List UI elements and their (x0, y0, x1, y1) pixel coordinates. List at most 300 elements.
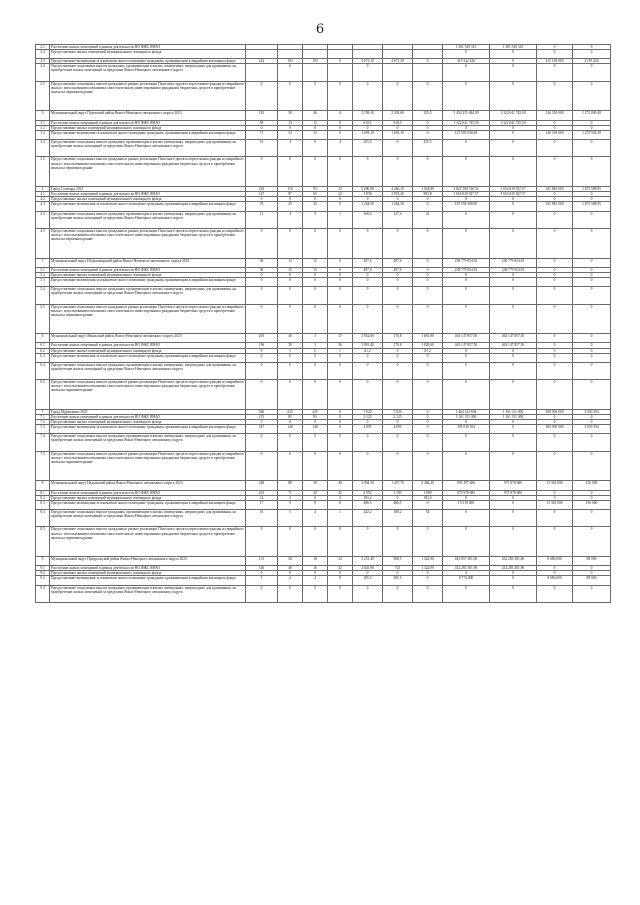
value-cell: 0 (383, 81, 413, 111)
value-cell: 88 000 (573, 576, 611, 585)
value-cell: 0 (246, 278, 278, 287)
value-cell: 255,5 (353, 140, 383, 157)
value-cell: 18 (303, 557, 328, 566)
value-cell: 1 322,90 (413, 566, 443, 571)
value-cell: 4 193 426 (573, 59, 611, 64)
value-cell: 0 (413, 59, 443, 64)
value-cell: 0 (537, 510, 573, 527)
value-cell: 0 (490, 59, 537, 64)
row-number-cell: 5.1 (36, 267, 50, 272)
value-cell: 0 (246, 353, 278, 362)
value-cell: 0 (537, 343, 573, 348)
value-cell: 0 (413, 425, 443, 434)
value-cell: 0 (490, 287, 537, 304)
value-cell: 15 (303, 258, 328, 267)
value-cell: 0 (303, 420, 328, 425)
value-cell: 0 (383, 125, 413, 130)
value-cell: 0 (413, 500, 443, 509)
value-cell: 0 (537, 125, 573, 130)
value-cell (246, 64, 278, 81)
value-cell: 0 (383, 420, 413, 425)
value-cell: 0 (328, 272, 353, 277)
row-number-cell: 4.3 (36, 202, 50, 211)
value-cell: 238 779 854,93 (443, 267, 490, 272)
value-cell: 0 (573, 125, 611, 130)
value-cell: 8 686 000 (537, 557, 573, 566)
value-cell: 17 (246, 500, 278, 509)
value-cell: 0 (328, 353, 353, 362)
value-cell: 1 (328, 510, 353, 527)
value-cell: 244 (246, 59, 278, 64)
value-cell: 0 (383, 434, 413, 451)
value-cell: 0 (278, 197, 303, 202)
row-description-cell: Предоставление возмещения за изымаемое жилое помещение гражданам, проживающим в аварийном жилищном фонде (50, 353, 246, 362)
row-description-cell: Город Салехард 2023 (50, 187, 246, 192)
value-cell: 0 (537, 120, 573, 125)
value-cell: 167 558 588,95 (443, 202, 490, 211)
value-cell: 1 457,70 (383, 481, 413, 490)
value-cell: 0 (383, 278, 413, 287)
value-cell: 93 (303, 187, 328, 192)
value-cell: 85 (278, 415, 303, 420)
value-cell: 1 161 311 300 (490, 409, 537, 414)
value-cell: 975 978 686 (490, 490, 537, 495)
value-cell: 0 (537, 348, 573, 353)
value-cell: 4 671,30 (353, 59, 383, 64)
value-cell: 347 (246, 425, 278, 434)
value-cell: 0 (383, 140, 413, 157)
value-cell: 0 (490, 197, 537, 202)
value-cell: 8 686 000 (537, 576, 573, 585)
value-cell: 0 (246, 585, 278, 602)
value-cell: 0 (537, 228, 573, 258)
value-cell: 183,4 (353, 495, 383, 500)
row-description-cell: Предоставление жилых помещений муниципального жилищного фонда (50, 495, 246, 500)
row-description-cell: Предоставление жилых помещений муниципального жилищного фонда (50, 348, 246, 353)
value-cell: 126 318 000 (537, 130, 573, 139)
value-cell: 1 820,60 (413, 343, 443, 348)
value-cell: 0 (328, 576, 353, 585)
row-description-cell: Предоставление социальных выплат гражданам, проживающим в жилых помещениях, непригодных для проживания, на приобретение жилых помещений за пределами Ямало-Ненецкого автономного округа (50, 211, 246, 228)
value-cell: 85 (303, 415, 328, 420)
value-cell: 145 (246, 111, 278, 120)
value-cell: 0 (328, 278, 353, 287)
value-cell: 0 (490, 353, 537, 362)
value-cell: 22 (328, 192, 353, 197)
value-cell: 0 (537, 278, 573, 287)
row-number-cell: 4 (36, 187, 50, 192)
value-cell: 0 (353, 451, 383, 481)
value-cell: 0 (573, 434, 611, 451)
value-cell: 9 (246, 348, 278, 353)
value-cell: 0 (278, 125, 303, 130)
row-number-cell: 3.5 (36, 157, 50, 187)
value-cell: 432 283 381,96 (443, 566, 490, 571)
table-row (36, 304, 611, 334)
value-cell: 0 (490, 495, 537, 500)
value-cell: 1 161 311 300 (490, 415, 537, 420)
value-cell: 0 (383, 353, 413, 362)
value-cell: 0 (443, 228, 490, 258)
value-cell: 0 (573, 451, 611, 481)
value-cell: 65 (303, 192, 328, 197)
value-cell: 0 (303, 228, 328, 258)
value-cell: 3 821 588 516,52 (443, 187, 490, 192)
value-cell: 1 681,80 (413, 334, 443, 343)
value-cell: 15 363 000 (537, 481, 573, 490)
value-cell: 0 (413, 362, 443, 379)
value-cell: 50 (278, 557, 303, 566)
value-cell: 0 (537, 64, 573, 81)
value-cell: 3 (303, 211, 328, 228)
value-cell: 0 (353, 420, 383, 425)
row-description-cell: Расселение жилых помещений в рамках деятельности НО ФЖС ЯНАО (50, 120, 246, 125)
row-number-cell: 9.1 (36, 566, 50, 571)
value-cell: 0 (303, 81, 328, 111)
row-number-cell: 5.3 (36, 278, 50, 287)
value-cell: 40 (278, 334, 303, 343)
row-number-cell: 7.3 (36, 425, 50, 434)
value-cell: 5 (278, 510, 303, 527)
value-cell: 303 030 394 (443, 425, 490, 434)
value-cell: 0 (573, 120, 611, 125)
value-cell: 1 693,10 (353, 130, 383, 139)
table-row (36, 140, 611, 157)
table-row (36, 111, 611, 120)
value-cell: 16 (303, 566, 328, 571)
value-cell: 0 (443, 451, 490, 481)
value-cell: 1 322 641 745,50 (443, 120, 490, 125)
row-description-cell: Предоставление социальных выплат гражданам в рамках реализации Пилотного проекта переселения граждан из аварийного жилья с использованием механизма самостоятельного инвестирования гражданами бюджетных средств в приобретение жилья на первичном рынке (50, 228, 246, 258)
value-cell: 0 (246, 272, 278, 277)
value-cell: 0 (353, 353, 383, 362)
row-description-cell: Предоставление социальных выплат гражданам в рамках реализации Пилотного проекта переселения граждан из аварийного жилья с использованием механизма самостоятельного инвестирования гражданами бюджетных средств в приобретение жилья на первичном рынке (50, 157, 246, 187)
value-cell: 0 (537, 362, 573, 379)
value-cell: 25 (278, 202, 303, 211)
value-cell: 0 (537, 585, 573, 602)
value-cell: 3 (303, 343, 328, 348)
value-cell: 15 363 000 (537, 500, 573, 509)
value-cell: 1 381 549 310 (443, 45, 490, 50)
table-row (36, 278, 611, 287)
value-cell: 0 (328, 527, 353, 557)
value-cell: 0 (443, 420, 490, 425)
row-number-cell: 4.1 (36, 192, 50, 197)
value-cell: 975 978 686 (490, 481, 537, 490)
table-row (36, 64, 611, 81)
value-cell: 25 (303, 202, 328, 211)
table-row (36, 557, 611, 566)
value-cell: 50 (278, 111, 303, 120)
value-cell: 0 (490, 362, 537, 379)
value-cell: 0 (537, 571, 573, 576)
value-cell: 0 (573, 362, 611, 379)
value-cell: 33 (303, 130, 328, 139)
row-number-cell: 4.2 (36, 197, 50, 202)
value-cell: 1 275 009,49 (573, 111, 611, 120)
value-cell: 127,4 (383, 211, 413, 228)
row-number-cell: 8.1 (36, 490, 50, 495)
value-cell: 0 (246, 197, 278, 202)
value-cell: 0 (573, 571, 611, 576)
value-cell: 0 (537, 192, 573, 197)
value-cell: 0 (413, 228, 443, 258)
value-cell: 16 (246, 140, 278, 157)
value-cell (383, 50, 413, 59)
value-cell: 0 (490, 202, 537, 211)
value-cell: 0 (537, 267, 573, 272)
value-cell: 183,4 (413, 495, 443, 500)
row-number-cell: 6.2 (36, 348, 50, 353)
table-row (36, 362, 611, 379)
row-description-cell: Предоставление возмещения за изымаемое жилое помещение гражданам, проживающим в аварийном жилищном фонде (50, 500, 246, 509)
value-cell: 4 (328, 140, 353, 157)
value-cell: 2 446,40 (413, 481, 443, 490)
row-description-cell: Расселение жилых помещений в рамках деятельности НО ФЖС ЯНАО (50, 267, 246, 272)
row-description-cell: Предоставление возмещения за изымаемое жилое помещение гражданам, проживающим в аварийном жилищном фонде (50, 425, 246, 434)
value-cell: 3 (303, 334, 328, 343)
row-number-cell: 8.3 (36, 500, 50, 509)
value-cell: 975 978 686 (443, 490, 490, 495)
value-cell: 0 (443, 304, 490, 334)
value-cell: 0 (490, 451, 537, 481)
row-number-cell: 9.3 (36, 576, 50, 585)
value-cell: 0 (573, 140, 611, 157)
value-cell: 0 (383, 348, 413, 353)
value-cell: 13 (303, 120, 328, 125)
value-cell: 4 (278, 211, 303, 228)
value-cell: 0 (278, 272, 303, 277)
value-cell: 0 (328, 258, 353, 267)
value-cell: 0 (490, 571, 537, 576)
row-number-cell: 6.1 (36, 343, 50, 348)
value-cell: 0 (328, 197, 353, 202)
value-cell (303, 64, 328, 81)
value-cell: 126 318 000 (537, 111, 573, 120)
value-cell: 560 (246, 409, 278, 414)
value-cell: 3 (328, 495, 353, 500)
row-description-cell: Предоставление социальных выплат гражданам в рамках реализации Пилотного проекта переселения граждан из аварийного жилья с использованием механизма самостоятельного инвестирования гражданами бюджетных средств в приобретение жилья на первичном рынке (50, 451, 246, 481)
value-cell: 486,5 (383, 500, 413, 509)
value-cell: 0 (537, 495, 573, 500)
value-cell: 0 (413, 202, 443, 211)
table-row (36, 481, 611, 490)
row-number-cell: 5 (36, 258, 50, 267)
value-cell: 0 (537, 211, 573, 228)
row-description-cell: Расселение жилых помещений в рамках деятельности НО ФЖС ЯНАО (50, 415, 246, 420)
value-cell: 0 (573, 272, 611, 277)
value-cell: 0 (413, 130, 443, 139)
value-cell: 0 (573, 287, 611, 304)
value-cell: 36 (328, 343, 353, 348)
value-cell: 1 675 588,95 (573, 187, 611, 192)
table-row (36, 50, 611, 59)
value-cell: 9 (303, 500, 328, 509)
value-cell: 0 (537, 140, 573, 157)
value-cell: 0 (443, 527, 490, 557)
value-cell: 1 024,80 (413, 187, 443, 192)
value-cell: 0 (278, 157, 303, 187)
value-cell: 0 (328, 409, 353, 414)
table-row (36, 353, 611, 362)
value-cell: 0 (573, 343, 611, 348)
value-cell: 1 450 255 484,00 (443, 111, 490, 120)
value-cell: 0 (303, 157, 328, 187)
value-cell: 0 (383, 228, 413, 258)
value-cell: 4 (328, 111, 353, 120)
value-cell: 3 904,10 (353, 481, 383, 490)
row-description-cell: Предоставление социальных выплат гражданам, проживающим в жилых помещениях, непригодных для проживания, на приобретение жилых помещений за пределами Ямало-Ненецкого автономного округа (50, 510, 246, 527)
value-cell: 0 (490, 420, 537, 425)
row-description-cell: Предоставление возмещения за изымаемое жилое помещение гражданам, проживающим в аварийном жилищном фонде (50, 202, 246, 211)
value-cell: 2 045,90 (353, 566, 383, 571)
value-cell: 168,4 (353, 211, 383, 228)
value-cell: 0 (537, 81, 573, 111)
row-number-cell: 5.2 (36, 272, 50, 277)
table-row (36, 510, 611, 527)
value-cell: 0 (278, 527, 303, 557)
value-cell: 0 (353, 287, 383, 304)
value-cell: 0 (278, 304, 303, 334)
row-description-cell: Предоставление жилых помещений муниципального жилищного фонда (50, 197, 246, 202)
value-cell: 0 (278, 64, 303, 81)
value-cell: 0 (246, 228, 278, 258)
value-cell: 103 (303, 59, 328, 64)
row-number-cell: 8.5 (36, 527, 50, 557)
value-cell: 0 (246, 571, 278, 576)
row-description-cell: Предоставление социальных выплат гражданам в рамках реализации Пилотного проекта переселения граждан из аварийного жилья с использованием механизма самостоятельного инвестирования гражданами бюджетных средств в приобретение жилья на первичном рынке (50, 527, 246, 557)
value-cell: 3 654 029 927,57 (443, 192, 490, 197)
row-number-cell: 2.5 (36, 81, 50, 111)
value-cell: 0 (443, 64, 490, 81)
value-cell: 0 (383, 197, 413, 202)
value-cell: 0 (246, 304, 278, 334)
row-description-cell: Муниципальный округ Ямальский район Ямало-Ненецкого автономного округа 2023 (50, 334, 246, 343)
value-cell: 0 (443, 197, 490, 202)
value-cell: 0 (413, 571, 443, 576)
value-cell: 238 779 854,93 (490, 267, 537, 272)
value-cell: 497,6 (383, 258, 413, 267)
value-cell: 0 (303, 272, 328, 277)
table-row (36, 202, 611, 211)
row-description-cell: Расселение жилых помещений в рамках деятельности НО ФЖС ЯНАО (50, 566, 246, 571)
table-body (36, 45, 611, 603)
value-cell: 88 (278, 481, 303, 490)
value-cell: 463 147 857,50 (490, 343, 537, 348)
value-cell: 4 895 (383, 425, 413, 434)
value-cell: 0 (413, 258, 443, 267)
value-cell: 2 992 (353, 490, 383, 495)
value-cell: 0 (413, 287, 443, 304)
value-cell: 0 (413, 380, 443, 410)
value-cell: 0 (573, 258, 611, 267)
value-cell: 1 322 641 745,50 (490, 120, 537, 125)
row-number-cell: 3.2 (36, 125, 50, 130)
value-cell: 0 (278, 362, 303, 379)
value-cell: 0 (573, 420, 611, 425)
value-cell: 0 (413, 272, 443, 277)
value-cell: 0 (353, 585, 383, 602)
value-cell: 0 (443, 585, 490, 602)
value-cell: 46 (303, 111, 328, 120)
value-cell: 0 (246, 287, 278, 304)
row-number-cell: 4.4 (36, 211, 50, 228)
row-number-cell: 3.3 (36, 130, 50, 139)
value-cell: 0 (328, 202, 353, 211)
value-cell: 0 (573, 527, 611, 557)
value-cell: 2 (303, 576, 328, 585)
value-cell: 497,6 (383, 267, 413, 272)
value-cell: 0 (246, 380, 278, 410)
value-cell: 300 000 000 (537, 425, 573, 434)
value-cell: 0 (413, 434, 443, 451)
value-cell: 0 (353, 157, 383, 187)
row-number-cell: 5.4 (36, 287, 50, 304)
value-cell: 0 (537, 566, 573, 571)
value-cell: 196 (246, 343, 278, 348)
row-number-cell: 5.5 (36, 304, 50, 334)
value-cell: 0 (353, 272, 383, 277)
value-cell: 0 (278, 585, 303, 602)
value-cell: 0 (573, 211, 611, 228)
row-number-cell: 8 (36, 481, 50, 490)
value-cell: 15 (303, 267, 328, 272)
value-cell: 0 (573, 81, 611, 111)
value-cell: 0 (443, 287, 490, 304)
value-cell: 1 264,50 (383, 202, 413, 211)
value-cell: 0 (537, 287, 573, 304)
value-cell: 7 020 (383, 409, 413, 414)
value-cell: 0 (443, 495, 490, 500)
value-cell: 0 (303, 380, 328, 410)
value-cell: 0 (353, 434, 383, 451)
value-cell: 234 (246, 187, 278, 192)
value-cell: 0 (490, 140, 537, 157)
value-cell: 0 (443, 157, 490, 187)
value-cell: 1 (278, 348, 303, 353)
value-cell: 0 (328, 304, 353, 334)
value-cell: 0 (573, 157, 611, 187)
value-cell: 497,6 (353, 267, 383, 272)
row-number-cell: 2.1 (36, 45, 50, 50)
value-cell: 16 (246, 510, 278, 527)
value-cell: 0 (303, 304, 328, 334)
value-cell: 71 (246, 130, 278, 139)
row-description-cell: Предоставление жилых помещений муниципального жилищного фонда (50, 571, 246, 576)
value-cell: 0 (246, 157, 278, 187)
row-description-cell: Предоставление социальных выплат гражданам, проживающим в жилых помещениях, непригодных для проживания, на приобретение жилых помещений за пределами Ямало-Ненецкого автономного округа (50, 287, 246, 304)
value-cell: 0 (573, 64, 611, 81)
row-description-cell: Предоставление социальных выплат гражданам, проживающим в жилых помещениях, непригодных для проживания, на приобретение жилых помещений за пределами Ямало-Ненецкого автономного округа (50, 362, 246, 379)
value-cell: 0 (353, 197, 383, 202)
row-number-cell: 3.4 (36, 140, 50, 157)
row-number-cell: 6.3 (36, 353, 50, 362)
row-number-cell: 3.1 (36, 120, 50, 125)
value-cell: 103 (278, 59, 303, 64)
value-cell: 0 (303, 585, 328, 602)
value-cell: 242,2 (353, 510, 383, 527)
row-description-cell: Расселение жилых помещений в рамках деятельности НО ФЖС ЯНАО (50, 45, 246, 50)
value-cell: 0 (413, 197, 443, 202)
value-cell: 38 (246, 267, 278, 272)
value-cell: 5 (246, 576, 278, 585)
value-cell: 26 (303, 490, 328, 495)
value-cell: 0 (413, 81, 443, 111)
value-cell: 41 (413, 211, 443, 228)
value-cell: 126 (246, 566, 278, 571)
value-cell: 0 (383, 527, 413, 557)
value-cell: 0 (573, 197, 611, 202)
